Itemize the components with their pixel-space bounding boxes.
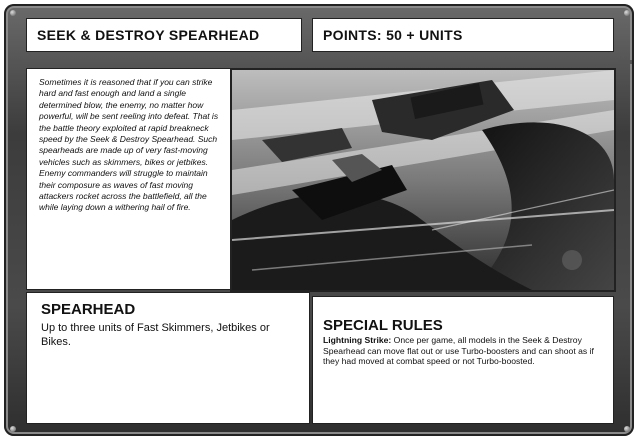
- rivet: [10, 10, 16, 16]
- rule-description: Once per game, all models in the Seek & Destroy Spearhead can move flat out or use Turbo-boosters and can shoot as if they had moved at combat speed or not Turbo-boosted.: [323, 335, 594, 367]
- title-panel: [26, 18, 302, 52]
- battle-illustration: [230, 68, 616, 292]
- spearhead-heading: SPEARHEAD: [41, 301, 136, 318]
- skimmer-battle-artwork: [232, 70, 614, 290]
- rivet: [624, 10, 630, 16]
- special-rules-text: [323, 335, 607, 367]
- formation-title: SEEK & DESTROY SPEARHEAD: [37, 27, 260, 43]
- points-label: POINTS: 50 + UNITS: [323, 27, 463, 43]
- border-bar: [618, 60, 632, 64]
- points-panel: [312, 18, 614, 52]
- rule-name: Lightning Strike:: [323, 335, 392, 345]
- spearhead-panel: [26, 292, 310, 424]
- story-text: Sometimes it is reasoned that if you can strike hard and fast enough and land a single determined blow, the enemy, no matter how powerful, will be sent reeling into defeat. That is the battle theory exploited at rapid breakneck speed by the Seek & Destroy Spearhead. Such spearheads are made up of very fast-moving vehicles such as skimmers, bikes or jetbikes. Enemy commanders will struggle to maintain their composure as waves of fast moving attackers rocket across the battlefield, all the while laying down a withering hail of fire.: [39, 77, 219, 213]
- rivet: [624, 426, 630, 432]
- rivet: [10, 426, 16, 432]
- special-rules-heading: SPECIAL RULES: [323, 317, 443, 334]
- border-bar: [8, 60, 22, 64]
- story-panel: [26, 68, 232, 290]
- spearhead-text: Up to three units of Fast Skimmers, Jetbikes or Bikes.: [41, 322, 270, 348]
- special-rules-panel: [312, 296, 614, 424]
